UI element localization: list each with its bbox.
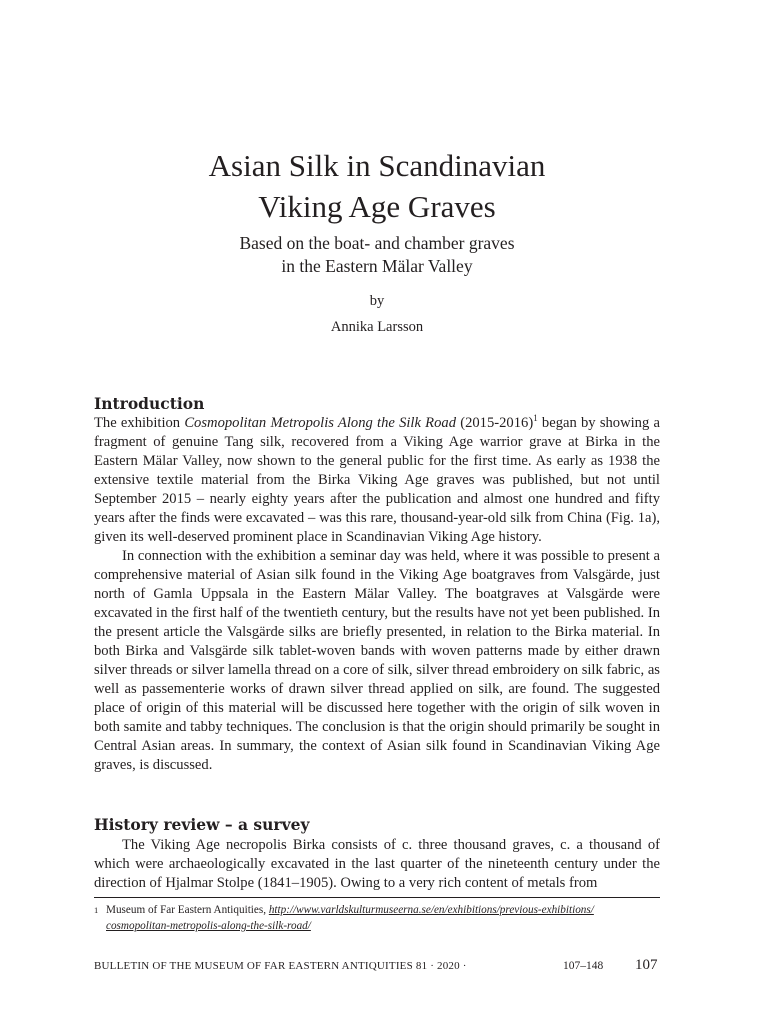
history-paragraph-1: The Viking Age necropolis Birka consists of c. three thousand graves, c. a thousand of which were archaeologically excavated in the last quarter of the nineteenth century under the direction of Hjalmar Stolpe (1841–1905). Owing to a very rich content of metals from [94, 837, 660, 891]
subtitle-line-1: Based on the boat- and chamber graves [239, 233, 515, 253]
intro-p1-post: began by showing a fragment of genuine Tang silk, recovered from a Viking Age warrior grave at Birka in the Eastern Mälar Valley, now shown to the general public for the first time. As early as 1938 the extensive textile material from the Birka Viking Age graves was published, but not until September 2015 – nearly eighty years after the publication and almost one hundred and fifty years after the finds were excavated – was this rare, thousand-year-old silk from China (Fig. 1a), given its well-deserved prominent place in Scandinavian Viking Age history. [94, 415, 660, 545]
article-title [94, 145, 660, 227]
article-subtitle [94, 232, 660, 278]
footnote-text: Museum of Far Eastern Antiquities, [106, 904, 269, 916]
journal-name: BULLETIN OF THE MUSEUM OF FAR EASTERN ANTIQUITIES 81 · 2020 · [94, 960, 467, 972]
introduction-section [94, 414, 660, 775]
footnote-url-part-2[interactable]: cosmopolitan-metropolis-along-the-silk-road/ [106, 920, 311, 932]
history-section [94, 836, 660, 893]
title-line-2: Viking Age Graves [258, 189, 496, 224]
author-name: Annika Larsson [330, 319, 424, 335]
page-number: 107 [635, 957, 658, 973]
footnote-number: 1 [94, 905, 99, 915]
footnote-url-part-1[interactable]: http://www.varldskulturmuseerna.se/en/exhibitions/previous-exhibitions/ [268, 904, 594, 916]
footnote-reference[interactable]: 1 [533, 413, 538, 424]
introduction-paragraph-1 [94, 414, 660, 547]
byline-by: by [369, 293, 385, 309]
introduction-paragraph-2: In connection with the exhibition a seminar day was held, where it was possible to present a comprehensive material of Asian silk found in the Viking Age boatgraves from Valsgärde, just north of Gamla Uppsala in the Eastern Mälar Valley. The boatgraves at Valsgärde were excavated in the first half of the twentieth century, but the results have not yet been published. In the present article the Valsgärde silks are briefly presented, in relation to the Birka material. In both Birka and Valsgärde silk tablet-woven bands with woven patterns made by either drawn silver threads or silver lamella thread on a core of silk, silver thread embroidery on silk fabric, as well as passementerie works of drawn silver thread applied on silk, are found. The suggested place of origin of this material will be discussed here together with the origin of silk woven in both samite and tabby techniques. The conclusion is that the origin should primarily be sought in Central Asian areas. In summary, the context of Asian silk found in Scandinavian Viking Age graves, is discussed. [94, 548, 660, 773]
footnote-line-2 [106, 918, 311, 934]
exhibition-title: Cosmopolitan Metropolis Along the Silk Road [184, 415, 456, 431]
footnote-divider [94, 897, 660, 898]
footnote-line-1 [106, 902, 594, 918]
history-heading: History review – a survey [94, 815, 310, 834]
intro-p1-pre: The exhibition [94, 415, 185, 431]
subtitle-line-2: in the Eastern Mälar Valley [281, 256, 473, 276]
introduction-heading: Introduction [94, 394, 205, 413]
page-range: 107–148 [563, 960, 604, 972]
running-footer [94, 957, 660, 979]
intro-p1-mid: (2015-2016) [456, 415, 534, 431]
title-line-1: Asian Silk in Scandinavian [208, 148, 546, 183]
